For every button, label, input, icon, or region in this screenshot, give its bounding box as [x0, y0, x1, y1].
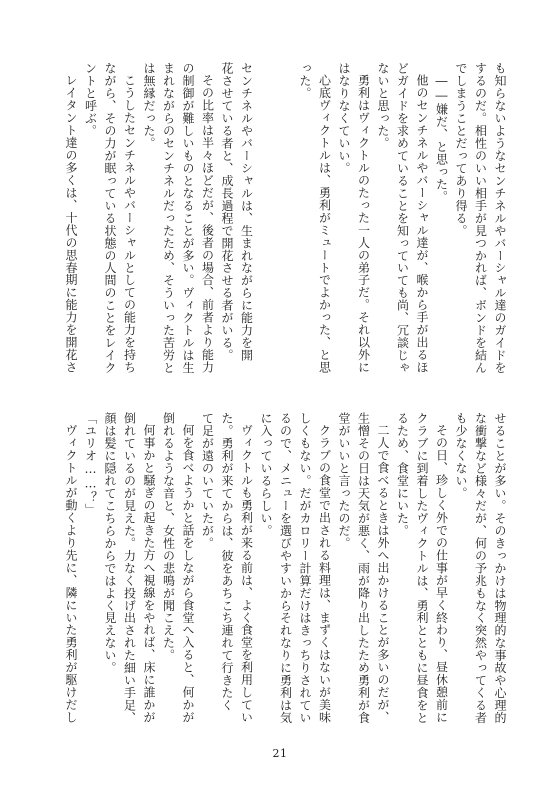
text-line: 倒れているのが見えた。力なく投げ出された細い手足、 — [122, 412, 137, 724]
text-line: 心底ヴィクトルは、勇利がミュートでよかった、と思 — [317, 74, 332, 374]
text-line: ントと呼ぶ。 — [83, 62, 98, 137]
text-line: は無縁だった。 — [142, 62, 156, 150]
text-line: るため、食堂にいた。 — [395, 412, 410, 537]
text-line: に入っているらしい。 — [259, 412, 273, 537]
text-line: はなりなくていい。 — [337, 62, 351, 175]
text-line: こうしたセンチネルやバーシャルとしての能力を持ち — [122, 74, 137, 374]
text-line: 他のセンチネルやバーシャル達が、喉から手が出るほ — [415, 74, 429, 374]
text-line: 堂がいいと言ったのだ。 — [337, 412, 351, 550]
text-line: 顔は髪に隠れてこちらからではよく見えない。 — [103, 412, 117, 675]
text-line: 生憎その日は天気が悪く、雨が降り出したため勇利が食 — [356, 412, 371, 724]
text-line: るので、メニューを選びやすいからそれなりに勇利は気 — [278, 412, 293, 724]
text-line: ヴィクトルが動くより先に、隣にいた勇利が駆けだし — [64, 424, 78, 724]
text-line: の制御が難しいものとなることが多い。ヴィクトルは生 — [181, 62, 195, 374]
text-line: 二人で食べるときは外へ出かけることが多いのだが、 — [376, 424, 390, 724]
text-line: その日、珍しく外での仕事が早く終わり、昼休憩前に — [434, 424, 449, 724]
text-line: ないと思った。 — [376, 62, 390, 150]
text-line: どガイドを求めていることを知っていても尚、冗談じゃ — [395, 62, 410, 374]
text-line: その比率は半々ほどだが、後者の場合、前者より能力 — [200, 74, 215, 374]
lower-text-block — [54, 412, 508, 724]
text-line: レイタント達の多くは、十代の思春期に能力を開花さ — [64, 74, 78, 374]
text-line: クラブの食堂で出される料理は、まずくはないが美味 — [317, 424, 332, 724]
text-line: 倒れるような音と、女性の悲鳴が聞こえた。 — [161, 412, 176, 662]
text-line: でしまうことだってあり得る。 — [454, 62, 468, 237]
page-number: 21 — [272, 747, 288, 760]
blank-line — [258, 62, 274, 360]
upper-text-block — [54, 62, 508, 374]
text-line: しくもない。だがカロリー計算だけはきっちりされてい — [298, 412, 312, 724]
text-line: 何事かと騒ぎの起きた方へ視線をやれば、床に誰かが — [142, 424, 156, 724]
text-line: 花させている者と、成長過程で開花させる者がいる。 — [220, 62, 234, 362]
text-line: な衝撃など様々だが、何の予兆もなく突然やってくる者 — [473, 412, 488, 724]
text-line: せることが多い。そのきっかけは物理的な事故や心理的 — [493, 412, 507, 724]
text-line: クラブに到着したヴィクトルは、勇利とともに昼食をと — [415, 412, 429, 724]
blank-line — [278, 62, 294, 360]
text-line: ながら、その力が眠っている状態の人間のことをレイク — [103, 62, 117, 374]
text-line: った。 — [298, 62, 312, 100]
text-line: も少なくない。 — [454, 412, 468, 500]
text-line: ヴィクトルも勇利が来る前は、よく食堂を利用してい — [239, 424, 254, 724]
text-line: するのだ。相性のいい相手が見つかれば、ボンドを結ん — [473, 62, 488, 374]
text-line: センチネルやバーシャルは、生まれながらに能力を開 — [239, 62, 254, 362]
text-line: ――嫌だ、と思った。 — [434, 74, 449, 203]
text-line: 勇利はヴィクトルのたった一人の弟子だ。それ以外に — [356, 74, 371, 374]
text-line: も知らないようなセンチネルやバーシャル達のガイドを — [493, 62, 507, 374]
text-line: まれながらのセンチネルだったため、そういった苦労と — [161, 62, 176, 374]
text-line: た。勇利が来てからは、彼をあちこち連れて行きたく — [220, 412, 234, 712]
text-line: 何を食べようかと話をしながら食堂へ入ると、何かが — [181, 424, 195, 724]
dialogue-line: 「ユリオ……？」 — [83, 412, 98, 516]
text-line: て足が遠のいていたが。 — [200, 412, 215, 550]
